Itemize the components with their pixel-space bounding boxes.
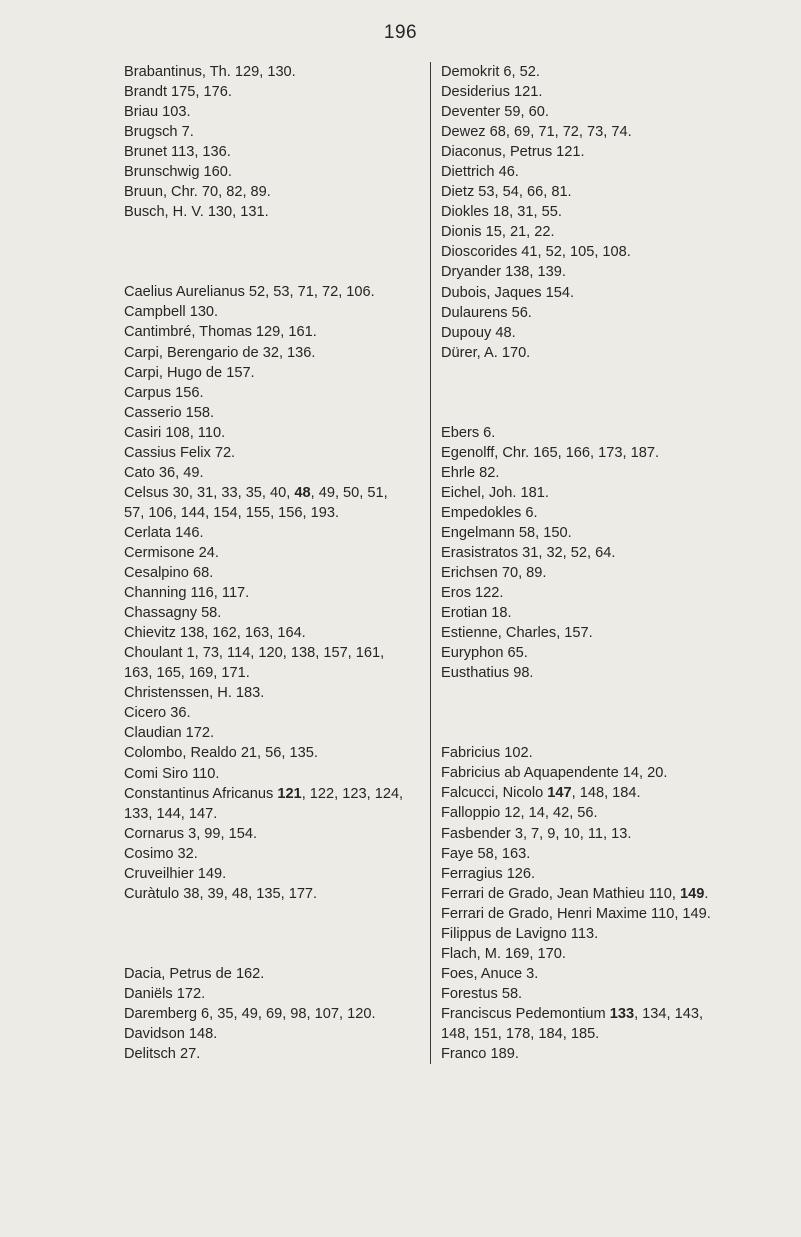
index-entry-line: Erotian 18. <box>441 605 512 622</box>
index-entry <box>124 984 424 1004</box>
index-entry-line: Briau 103. <box>124 104 191 121</box>
index-entry <box>124 703 424 723</box>
index-entry-line: 57, 106, 144, 154, 155, 156, 193. <box>124 504 340 521</box>
index-entry <box>124 443 424 463</box>
index-entry <box>441 623 741 643</box>
index-entry-line: Chievitz 138, 162, 163, 164. <box>124 625 306 642</box>
index-entry <box>124 824 424 844</box>
index-entry <box>441 643 741 663</box>
index-entry-line: Comi Siro 110. <box>124 765 220 782</box>
index-entry <box>441 423 741 443</box>
index-entry-line: Cesalpino 68. <box>124 565 214 582</box>
index-entry-line: Dionis 15, 21, 22. <box>441 224 555 241</box>
index-entry-line: Carpi, Hugo de 157. <box>124 364 255 381</box>
index-entry-line: Falcucci, Nicolo 147, 148, 184. <box>441 785 641 802</box>
index-entry <box>441 984 741 1004</box>
index-entry-line: Bruun, Chr. 70, 82, 89. <box>124 184 271 201</box>
index-entry <box>124 1024 424 1044</box>
index-entry-line: Dürer, A. 170. <box>441 344 531 361</box>
index-entry <box>441 743 741 763</box>
index-entry-line: Davidson 148. <box>124 1025 218 1042</box>
index-entry <box>124 743 424 763</box>
index-entry <box>124 784 424 824</box>
index-entry-line: Ferrari de Grado, Henri Maxime 110, 149. <box>441 905 711 922</box>
index-entry-line: Campbell 130. <box>124 304 219 321</box>
index-entry-line: Fasbender 3, 7, 9, 10, 11, 13. <box>441 825 632 842</box>
index-entry-line: Caelius Aurelianus 52, 53, 71, 72, 106. <box>124 284 375 301</box>
index-entry <box>441 543 741 563</box>
index-entry-line: Cerlata 146. <box>124 524 204 541</box>
index-entry-line: Curàtulo 38, 39, 48, 135, 177. <box>124 885 318 902</box>
index-entry-line: Eros 122. <box>441 585 504 602</box>
index-entry <box>441 824 741 844</box>
index-entry <box>124 964 424 984</box>
index-entry <box>124 302 424 322</box>
index-entry <box>441 222 741 242</box>
index-entry-line: Cantimbré, Thomas 129, 161. <box>124 324 317 341</box>
index-entry-line: Carpus 156. <box>124 384 204 401</box>
index-entry-line: Desiderius 121. <box>441 84 543 101</box>
index-entry-line: Dryander 138, 139. <box>441 264 566 281</box>
index-entry <box>124 483 424 523</box>
index-entry-line: Brunet 113, 136. <box>124 144 231 161</box>
index-entry-line: Cicero 36. <box>124 705 191 722</box>
index-entry-line: Franco 189. <box>441 1046 519 1063</box>
index-entry <box>124 102 424 122</box>
index-entry <box>441 583 741 603</box>
index-entry <box>124 764 424 784</box>
index-entry <box>124 282 424 302</box>
index-entry <box>441 242 741 262</box>
index-entry-line: Euryphon 65. <box>441 645 528 662</box>
index-entry-line: Celsus 30, 31, 33, 35, 40, 48, 49, 50, 51, <box>124 484 388 501</box>
index-entry-line: 148, 151, 178, 184, 185. <box>441 1025 600 1042</box>
index-entry-line: Franciscus Pedemontium 133, 134, 143, <box>441 1005 704 1022</box>
index-entry <box>441 904 741 924</box>
index-entry <box>441 523 741 543</box>
index-entry <box>441 1004 741 1044</box>
index-entry <box>124 403 424 423</box>
index-entry <box>124 383 424 403</box>
index-entry-line: Brugsch 7. <box>124 124 194 141</box>
index-entry <box>441 142 741 162</box>
index-entry-line: Dacia, Petrus de 162. <box>124 965 265 982</box>
index-entry <box>124 122 424 142</box>
index-entry <box>441 803 741 823</box>
index-entry-line: Colombo, Realdo 21, 56, 135. <box>124 745 318 762</box>
index-entry-line: Brabantinus, Th. 129, 130. <box>124 64 296 80</box>
index-entry <box>441 844 741 864</box>
index-entry-line: Diettrich 46. <box>441 164 519 181</box>
index-entry-line: Chassagny 58. <box>124 605 222 622</box>
index-entry-line: Filippus de Lavigno 113. <box>441 925 599 942</box>
index-entry <box>441 763 741 783</box>
index-entry-line: Fabricius 102. <box>441 745 533 762</box>
index-entry <box>441 483 741 503</box>
index-entry <box>441 102 741 122</box>
index-entry <box>441 122 741 142</box>
index-entry <box>124 603 424 623</box>
index-entry-line: Dewez 68, 69, 71, 72, 73, 74. <box>441 124 632 141</box>
index-entry-line: Empedokles 6. <box>441 504 538 521</box>
index-entry-line: Claudian 172. <box>124 725 215 742</box>
index-entry <box>124 182 424 202</box>
index-entry-line: Egenolff, Chr. 165, 166, 173, 187. <box>441 444 659 461</box>
index-entry <box>124 463 424 483</box>
index-entry-line: Fabricius ab Aquapendente 14, 20. <box>441 765 668 782</box>
index-entry-line: Falloppio 12, 14, 42, 56. <box>441 805 598 822</box>
index-entry-line: Choulant 1, 73, 114, 120, 138, 157, 161, <box>124 645 385 662</box>
index-entry <box>124 723 424 743</box>
index-entry-line: Faye 58, 163. <box>441 845 531 862</box>
index-entry-line: Casiri 108, 110. <box>124 424 226 441</box>
index-entry <box>441 303 741 323</box>
section-gap <box>441 363 741 423</box>
index-entry <box>124 523 424 543</box>
index-entry-line: Ebers 6. <box>441 424 496 441</box>
index-entry-line: Brandt 175, 176. <box>124 84 232 101</box>
index-entry <box>441 62 741 82</box>
index-entry <box>124 543 424 563</box>
index-entry-line: 163, 165, 169, 171. <box>124 665 250 682</box>
index-entry <box>124 643 424 683</box>
index-entry-line: Eusthatius 98. <box>441 665 534 682</box>
index-entry <box>441 182 741 202</box>
index-entry-line: Foes, Anuce 3. <box>441 965 539 982</box>
index-entry <box>124 142 424 162</box>
index-entry <box>441 162 741 182</box>
index-entry <box>124 202 424 222</box>
index-entry-line: Brunschwig 160. <box>124 164 232 181</box>
index-entry-line: Eichel, Joh. 181. <box>441 484 549 501</box>
section-gap <box>124 904 424 964</box>
index-entry <box>441 663 741 683</box>
index-entry <box>441 82 741 102</box>
index-entry-line: Dietz 53, 54, 66, 81. <box>441 184 572 201</box>
index-entry <box>441 783 741 803</box>
index-entry <box>441 1044 741 1064</box>
index-entry <box>124 62 424 82</box>
index-entry-line: Cermisone 24. <box>124 544 219 561</box>
index-entry <box>441 323 741 343</box>
index-entry <box>441 283 741 303</box>
index-entry-line: Cato 36, 49. <box>124 464 204 481</box>
index-entry-line: Daremberg 6, 35, 49, 69, 98, 107, 120. <box>124 1005 376 1022</box>
index-entry-line: Christenssen, H. 183. <box>124 685 265 702</box>
index-entry-line: Busch, H. V. 130, 131. <box>124 204 269 221</box>
section-gap <box>441 683 741 743</box>
index-entry-line: Dioscorides 41, 52, 105, 108. <box>441 244 631 261</box>
index-entry <box>124 563 424 583</box>
index-entry-line: Ferragius 126. <box>441 865 536 882</box>
index-entry <box>441 463 741 483</box>
index-entry-line: Erasistratos 31, 32, 52, 64. <box>441 544 616 561</box>
index-entry <box>441 563 741 583</box>
index-entry <box>441 343 741 363</box>
page-number: 196 <box>383 22 418 43</box>
index-entry-line: Dubois, Jaques 154. <box>441 284 575 301</box>
index-entry-line: Cassius Felix 72. <box>124 444 236 461</box>
index-entry-line: Dupouy 48. <box>441 324 516 341</box>
index-entry-line: Ehrle 82. <box>441 464 500 481</box>
index-entry-line: Constantinus Africanus 121, 122, 123, 124, <box>124 785 404 802</box>
index-entry <box>124 322 424 342</box>
index-entry <box>124 683 424 703</box>
index-entry <box>441 443 741 463</box>
index-entry-line: Cruveilhier 149. <box>124 865 227 882</box>
index-entry-line: Estienne, Charles, 157. <box>441 625 593 642</box>
index-entry-line: Ferrari de Grado, Jean Mathieu 110, 149. <box>441 885 709 902</box>
index-entry-line: 133, 144, 147. <box>124 805 218 822</box>
index-entry-line: Erichsen 70, 89. <box>441 565 547 582</box>
index-entry-line: Diokles 18, 31, 55. <box>441 204 562 221</box>
index-entry <box>124 423 424 443</box>
index-entry <box>441 964 741 984</box>
index-column-right <box>430 62 741 1064</box>
index-entry-line: Channing 116, 117. <box>124 585 250 602</box>
index-entry <box>124 844 424 864</box>
index-entry-line: Casserio 158. <box>124 404 215 421</box>
index-entry <box>441 603 741 623</box>
index-entry-line: Forestus 58. <box>441 985 523 1002</box>
index-entry-line: Cosimo 32. <box>124 845 198 862</box>
index-entry-line: Engelmann 58, 150. <box>441 524 572 541</box>
index-entry <box>124 623 424 643</box>
index-entry <box>124 82 424 102</box>
index-entry <box>441 924 741 944</box>
index-entry <box>441 262 741 282</box>
index-entry-line: Delitsch 27. <box>124 1046 201 1063</box>
index-entry-line: Cornarus 3, 99, 154. <box>124 825 258 842</box>
index-entry-line: Deventer 59, 60. <box>441 104 549 121</box>
index-entry <box>441 944 741 964</box>
index-entry-line: Demokrit 6, 52. <box>441 64 540 80</box>
index-entry <box>124 343 424 363</box>
index-entry-line: Flach, M. 169, 170. <box>441 945 566 962</box>
index-entry <box>441 202 741 222</box>
index-entry <box>441 884 741 904</box>
index-entry <box>441 503 741 523</box>
index-entry-line: Diaconus, Petrus 121. <box>441 144 585 161</box>
section-gap <box>124 222 424 282</box>
index-entry <box>124 884 424 904</box>
index-entry-line: Carpi, Berengario de 32, 136. <box>124 344 316 361</box>
index-column-left <box>124 62 424 1064</box>
index-entry <box>124 1044 424 1064</box>
index-entry <box>124 363 424 383</box>
index-entry-line: Dulaurens 56. <box>441 304 532 321</box>
index-entry <box>441 864 741 884</box>
index-entry <box>124 162 424 182</box>
index-entry-line: Daniëls 172. <box>124 985 206 1002</box>
index-entry <box>124 1004 424 1024</box>
index-entry <box>124 583 424 603</box>
index-entry <box>124 864 424 884</box>
